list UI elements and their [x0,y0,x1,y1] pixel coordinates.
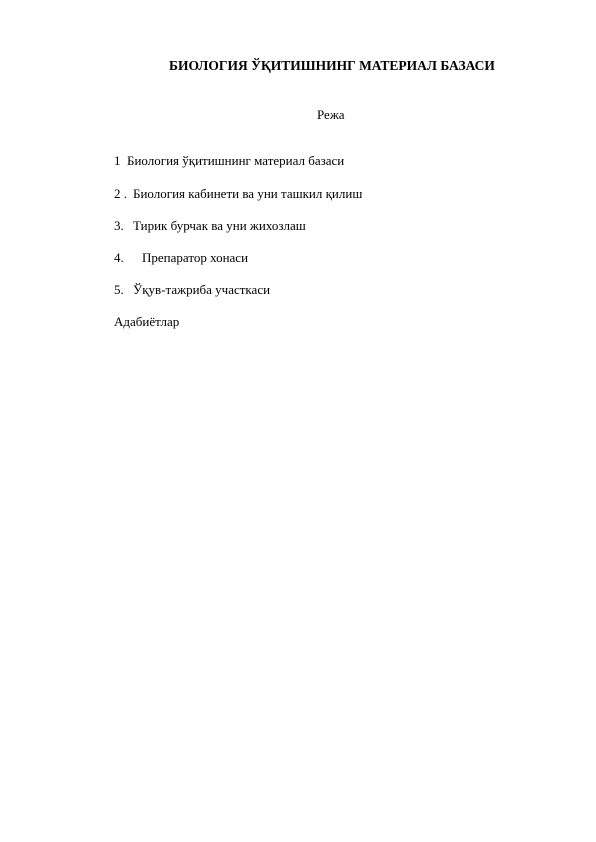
plan-item-text: Ўқув-тажриба участкаси [133,282,271,297]
plan-item [114,282,270,298]
plan-item [114,218,306,234]
plan-item-number: 5. [114,282,124,297]
plan-item-number: 1 [114,153,121,168]
document-title: БИОЛОГИЯ ЎҚИТИШНИНГ МАТЕРИАЛ БАЗАСИ [169,58,495,73]
plan-heading: Режа [317,107,345,122]
references-heading: Адабиётлар [114,314,180,329]
plan-item [114,186,362,202]
plan-item-text: Препаратор хонаси [142,250,249,265]
plan-item-text: Биология кабинети ва уни ташкил қилиш [133,186,363,201]
plan-item [114,153,344,169]
plan-item-text: Тирик бурчак ва уни жихозлаш [133,218,306,233]
plan-item-number: 3. [114,218,124,233]
plan-item [114,250,248,266]
plan-item-number: 4. [114,250,124,265]
plan-item-number: 2 . [114,186,127,201]
plan-item-text: Биология ўқитишнинг материал базаси [127,153,345,168]
